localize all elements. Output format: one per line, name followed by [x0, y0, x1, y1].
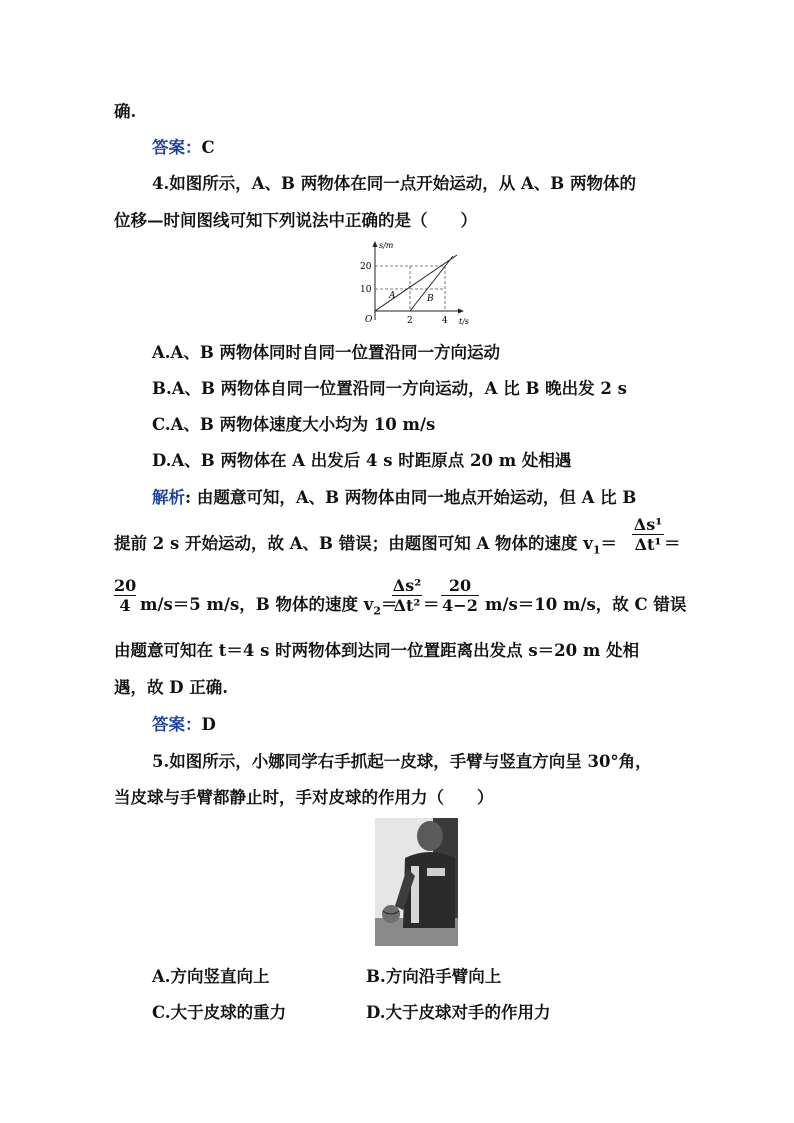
- x-axis-arrow: [458, 309, 464, 314]
- q4-analysis-line-3a: [140, 591, 397, 617]
- q5-option-a: A.方向竖直向上: [152, 967, 270, 986]
- fraction-ds1-dt1: [632, 515, 664, 554]
- equals-sign-2: ＝: [664, 534, 681, 553]
- q4-answer-value: D: [201, 715, 216, 734]
- fraction-ds1-numerator: Δs¹: [633, 515, 663, 534]
- line-b-label: B: [427, 294, 434, 304]
- fraction-dt2-denominator: Δt²: [393, 596, 421, 615]
- q4-analysis-text-3b: m/s＝10 m/s，故 C 错误: [485, 595, 687, 614]
- x-tick-2: 2: [407, 316, 413, 326]
- equals-sign-4: ＝: [423, 595, 440, 614]
- q4-option-c: C.A、B 两物体速度大小均为 10 m/s: [152, 415, 436, 434]
- q3-answer-value: C: [201, 138, 215, 157]
- fraction-20-numerator: 20: [114, 576, 137, 595]
- y-axis-label: s/m: [379, 241, 394, 250]
- answer-label-2: 答案：: [152, 715, 202, 734]
- q4-option-a: A.A、B 两物体同时自同一位置沿同一方向运动: [152, 343, 501, 362]
- q4-analysis-line-5: 遇，故 D 正确.: [114, 678, 229, 697]
- q5-stem-line-1: 5.如图所示，小娜同学右手抓起一皮球，手臂与竖直方向呈 30°角，: [152, 752, 652, 771]
- origin-label: O: [365, 315, 373, 325]
- q4-answer-line: [152, 711, 216, 735]
- q4-analysis-text-1: : 由题意可知，A、B 两物体由同一地点开始运动，但 A 比 B: [185, 488, 637, 507]
- analysis-label: 解析: [152, 488, 185, 507]
- y-tick-20: 20: [360, 262, 372, 272]
- q5-option-c: C.大于皮球的重力: [152, 1003, 287, 1022]
- q5-option-b: B.方向沿手臂向上: [366, 967, 502, 986]
- q5-option-d: D.大于皮球对手的作用力: [366, 1003, 551, 1022]
- y-axis-arrow: [373, 241, 378, 247]
- equals-sign-3: ＝: [380, 595, 398, 614]
- v1-subscript: 1: [592, 543, 601, 557]
- fraction-20b-numerator: 20: [448, 576, 472, 595]
- q4-displacement-time-graph: [355, 238, 485, 330]
- q4-analysis-line-1: [152, 484, 636, 508]
- q4-stem-line-2: 位移—时间图线可知下列说法中正确的是（ ）: [114, 211, 477, 230]
- q4-analysis-line-2: [114, 530, 617, 556]
- fraction-dt1-denominator: Δt¹: [632, 534, 664, 554]
- q5-stem-line-2: 当皮球与手臂都静止时，手对皮球的作用力（ ）: [114, 788, 494, 807]
- fraction-4-denominator: 4: [114, 595, 136, 615]
- q4-analysis-text-3a: m/s＝5 m/s，B 物体的速度 v: [140, 595, 374, 614]
- q3-answer-line: [152, 134, 215, 158]
- q5-student-photo: [375, 818, 458, 946]
- q4-analysis-line-4: 由题意可知在 t＝4 s 时两物体到达同一位置距离出发点 s＝20 m 处相: [114, 641, 640, 660]
- fraction-20-over-4: [114, 576, 136, 615]
- x-axis-label: t/s: [459, 317, 470, 326]
- answer-label: 答案：: [152, 138, 202, 157]
- y-tick-10: 10: [360, 285, 372, 295]
- fraction-ds2-dt2: [392, 576, 422, 615]
- q4-analysis-text-2: 提前 2 s 开始运动，故 A、B 错误；由题图可知 A 物体的速度 v: [114, 534, 593, 553]
- q3-tail-text: 确.: [114, 102, 137, 121]
- v2-subscript: 2: [373, 604, 381, 618]
- q4-option-d: D.A、B 两物体在 A 出发后 4 s 时距原点 20 m 处相遇: [152, 451, 572, 470]
- x-tick-4: 4: [442, 316, 448, 326]
- line-a-label: A: [389, 291, 396, 301]
- fraction-20-over-4-minus-2: [441, 576, 479, 615]
- q4-stem-line-1: 4.如图所示，A、B 两物体在同一点开始运动，从 A、B 两物体的: [152, 174, 636, 193]
- fraction-ds2-numerator: Δs²: [392, 576, 422, 595]
- fraction-4-minus-2-denominator: 4−2: [442, 596, 478, 615]
- equals-sign-1: ＝: [600, 534, 618, 553]
- q4-option-b: B.A、B 两物体自同一位置沿同一方向运动，A 比 B 晚出发 2 s: [152, 379, 627, 398]
